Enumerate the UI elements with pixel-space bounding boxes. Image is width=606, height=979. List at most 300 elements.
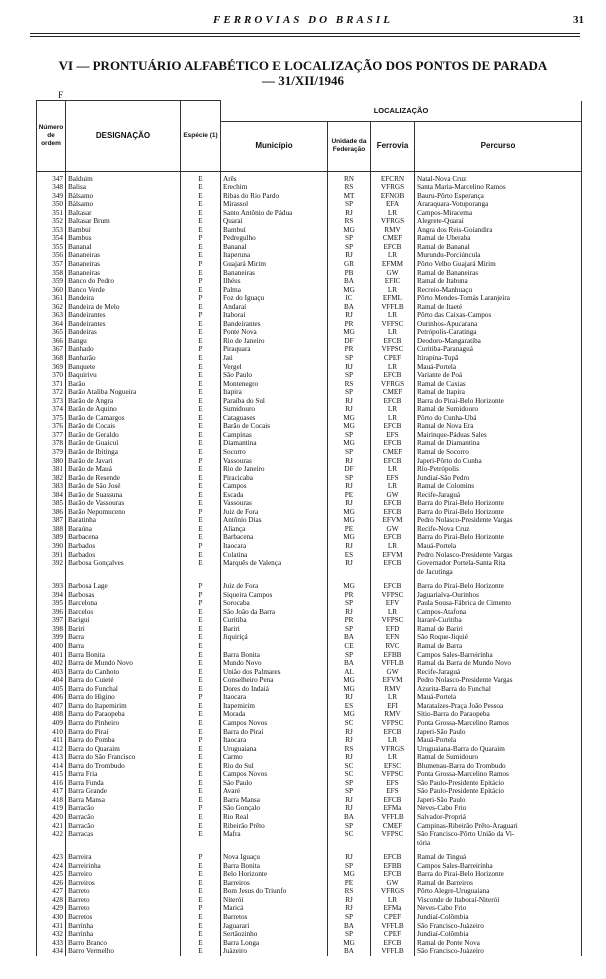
row-state: SP (328, 787, 371, 796)
row-designation: Barreira (66, 853, 181, 862)
row-route: Ponta Grossa-Marcelino Ramos (415, 719, 582, 728)
row-route: Blumenau-Barra do Trombudo (415, 762, 582, 771)
row-route: Sítio-Barra do Paraopeba (415, 710, 582, 719)
row-designation: Barra do Paraopeba (66, 710, 181, 719)
row-number: 412 (37, 745, 66, 754)
row-number: 356 (37, 251, 66, 260)
row-route: Azurita-Barra do Funchal (415, 685, 582, 694)
col-especie: Espécie (1) (181, 101, 221, 172)
table-row (37, 243, 582, 252)
row-number: 420 (37, 813, 66, 822)
row-designation: Bambus (66, 234, 181, 243)
row-designation: Barro Vermelho (66, 947, 181, 956)
row-state: SP (328, 371, 371, 380)
row-railway: VFPSC (371, 830, 415, 839)
row-route: Pôrto Alegre-Uruguaiana (415, 887, 582, 896)
table-row (37, 839, 582, 848)
row-railway: EFN (371, 633, 415, 642)
row-species: E (181, 405, 221, 414)
row-municipality: Itaboraí (221, 311, 328, 320)
table-row (37, 209, 582, 218)
row-railway: EFS (371, 474, 415, 483)
row-designation: Bananal (66, 243, 181, 252)
row-railway: EFCB (371, 870, 415, 879)
table-row (37, 659, 582, 668)
row-railway: EFCB (371, 439, 415, 448)
row-state: BA (328, 922, 371, 931)
table-row (37, 633, 582, 642)
row-number: 421 (37, 822, 66, 831)
row-municipality: Juàzeiro (221, 947, 328, 956)
print-mark: F (58, 90, 64, 100)
row-state: RS (328, 217, 371, 226)
table-row (37, 551, 582, 560)
row-route: Japeri-Pôrto do Cunha (415, 457, 582, 466)
row-species: E (181, 414, 221, 423)
table-row (37, 568, 582, 577)
row-number: 431 (37, 922, 66, 931)
row-route: Natal-Nova Cruz (415, 171, 582, 183)
row-number: 392 (37, 559, 66, 568)
row-number: 367 (37, 345, 66, 354)
table-row (37, 508, 582, 517)
row-species: E (181, 947, 221, 956)
row-state: RJ (328, 405, 371, 414)
row-species: E (181, 887, 221, 896)
row-state: SP (328, 388, 371, 397)
row-species: E (181, 209, 221, 218)
row-species: E (181, 465, 221, 474)
row-designation: Barra do Higino (66, 693, 181, 702)
table-row (37, 702, 582, 711)
row-number: 428 (37, 896, 66, 905)
row-number: 351 (37, 209, 66, 218)
row-municipality: Jaú (221, 354, 328, 363)
row-route: São Francisco-Juàzeiro (415, 922, 582, 931)
table-body (37, 171, 582, 956)
row-species: P (181, 457, 221, 466)
row-designation: Bambuí (66, 226, 181, 235)
row-designation: Barreto (66, 904, 181, 913)
row-municipality (221, 568, 328, 577)
row-designation: Barbosa Gonçalves (66, 559, 181, 568)
row-railway: LR (371, 328, 415, 337)
row-species: E (181, 862, 221, 871)
table-row (37, 642, 582, 651)
row-state: MT (328, 192, 371, 201)
row-route: tória (415, 839, 582, 848)
row-route: Itirapina-Tupã (415, 354, 582, 363)
table-row (37, 405, 582, 414)
row-number: 350 (37, 200, 66, 209)
row-municipality: Ribeirão Prêto (221, 822, 328, 831)
row-state: MG (328, 870, 371, 879)
row-number: 364 (37, 320, 66, 329)
row-railway: VFRGS (371, 183, 415, 192)
table-row (37, 397, 582, 406)
row-designation: Bandeirantes (66, 320, 181, 329)
row-municipality: Campinas (221, 431, 328, 440)
row-species: E (181, 286, 221, 295)
row-route: Jundiaí-Colômbia (415, 930, 582, 939)
row-state: RJ (328, 499, 371, 508)
row-number: 400 (37, 642, 66, 651)
row-state: IC (328, 294, 371, 303)
row-railway: RMV (371, 685, 415, 694)
row-species: E (181, 439, 221, 448)
row-number: 378 (37, 439, 66, 448)
row-designation: Barracão (66, 822, 181, 831)
row-number: 379 (37, 448, 66, 457)
row-railway: VFRGS (371, 887, 415, 896)
row-state: BA (328, 947, 371, 956)
row-railway: LR (371, 286, 415, 295)
row-number: 423 (37, 853, 66, 862)
table-row (37, 439, 582, 448)
row-number: 416 (37, 779, 66, 788)
row-municipality: Bariri (221, 625, 328, 634)
table-row (37, 234, 582, 243)
row-municipality: Ilhéus (221, 277, 328, 286)
row-municipality: Antônio Dias (221, 516, 328, 525)
row-species: E (181, 422, 221, 431)
row-designation: Barão de Guaicuí (66, 439, 181, 448)
row-species: P (181, 294, 221, 303)
row-municipality: Piracicaba (221, 474, 328, 483)
row-designation: Barão de Resende (66, 474, 181, 483)
row-species: E (181, 192, 221, 201)
row-route: Barra do Piraí-Belo Horizonte (415, 508, 582, 517)
row-state: MG (328, 226, 371, 235)
row-state: SP (328, 862, 371, 871)
row-railway (371, 839, 415, 848)
table-row (37, 896, 582, 905)
row-species: P (181, 542, 221, 551)
row-municipality: Belo Horizonte (221, 870, 328, 879)
row-state: GR (328, 260, 371, 269)
table-row (37, 676, 582, 685)
row-state: RJ (328, 209, 371, 218)
row-municipality: Rio Real (221, 813, 328, 822)
row-route: Pedro Nolasco-Presidente Vargas (415, 516, 582, 525)
row-route: Ramal de Itaeté (415, 303, 582, 312)
table-row (37, 354, 582, 363)
row-state: SP (328, 913, 371, 922)
row-municipality: Bananal (221, 243, 328, 252)
row-designation: Banco do Pedro (66, 277, 181, 286)
row-species: E (181, 171, 221, 183)
row-route: Pôrto Mendes-Tomás Laranjeira (415, 294, 582, 303)
row-railway: LR (371, 405, 415, 414)
row-route: Paula Sousa-Fábrica de Cimento (415, 599, 582, 608)
row-state: PR (328, 345, 371, 354)
table-row (37, 200, 582, 209)
row-designation: Barra do Itapemirim (66, 702, 181, 711)
row-species: E (181, 337, 221, 346)
row-route: Ramal de Tinguá (415, 853, 582, 862)
row-route: Visconde de Itaboraí-Niterói (415, 896, 582, 905)
table-row (37, 345, 582, 354)
row-state: SC (328, 770, 371, 779)
row-state: RJ (328, 896, 371, 905)
row-species: P (181, 260, 221, 269)
row-municipality: Dores do Indaiá (221, 685, 328, 694)
row-railway: EFCB (371, 939, 415, 948)
row-route: São Francisco-Pôrto União da Vi- (415, 830, 582, 839)
table-row (37, 693, 582, 702)
row-number: 395 (37, 599, 66, 608)
table-row (37, 269, 582, 278)
table-row (37, 762, 582, 771)
row-designation: Barra do Piraí (66, 728, 181, 737)
table-row (37, 939, 582, 948)
table-row (37, 685, 582, 694)
row-route: São Roque-Jiquié (415, 633, 582, 642)
row-number: 426 (37, 879, 66, 888)
table-row (37, 813, 582, 822)
table-row (37, 192, 582, 201)
row-number: 385 (37, 499, 66, 508)
row-number: 414 (37, 762, 66, 771)
row-route: Mauá-Portela (415, 363, 582, 372)
row-route: Salvador-Propriá (415, 813, 582, 822)
row-species: E (181, 642, 221, 651)
row-species: E (181, 551, 221, 560)
row-species: E (181, 796, 221, 805)
row-state: SP (328, 822, 371, 831)
row-number: 413 (37, 753, 66, 762)
row-railway: LR (371, 693, 415, 702)
row-number: 403 (37, 668, 66, 677)
row-municipality: Jaguarari (221, 922, 328, 931)
row-state: SP (328, 431, 371, 440)
row-route: Variante de Poá (415, 371, 582, 380)
row-route: Curitiba-Paranaguá (415, 345, 582, 354)
row-species: E (181, 939, 221, 948)
row-species: E (181, 668, 221, 677)
row-designation: Barra do Cuieté (66, 676, 181, 685)
row-railway: EFD (371, 625, 415, 634)
row-state: BA (328, 277, 371, 286)
row-municipality: Guajará Mirim (221, 260, 328, 269)
row-state (328, 839, 371, 848)
row-municipality: Arês (221, 171, 328, 183)
table-row (37, 616, 582, 625)
row-designation: Barreto (66, 887, 181, 896)
row-state: RJ (328, 608, 371, 617)
row-railway: LR (371, 251, 415, 260)
row-species: E (181, 913, 221, 922)
table-row (37, 804, 582, 813)
row-species: E (181, 269, 221, 278)
row-number: 398 (37, 625, 66, 634)
row-route: Petrópolis-Caratinga (415, 328, 582, 337)
row-number: 404 (37, 676, 66, 685)
row-municipality: Bandeirantes (221, 320, 328, 329)
row-state: MG (328, 508, 371, 517)
row-route: Bauru-Pôrto Esperança (415, 192, 582, 201)
row-number: 396 (37, 608, 66, 617)
row-number: 394 (37, 591, 66, 600)
row-municipality: Siqueira Campos (221, 591, 328, 600)
row-designation: Banharão (66, 354, 181, 363)
row-designation: Baratinha (66, 516, 181, 525)
row-route: Ramal de Caxias (415, 380, 582, 389)
row-species: E (181, 813, 221, 822)
table-row (37, 363, 582, 372)
table-row (37, 294, 582, 303)
table-row (37, 311, 582, 320)
row-route: Ramal de Barra (415, 642, 582, 651)
row-number: 359 (37, 277, 66, 286)
row-species: P (181, 582, 221, 591)
row-municipality: Sorocaba (221, 599, 328, 608)
row-species: E (181, 491, 221, 500)
row-municipality: Montenegro (221, 380, 328, 389)
row-state: MG (328, 685, 371, 694)
row-municipality: Morada (221, 710, 328, 719)
row-route: Jundiaí-Colômbia (415, 913, 582, 922)
row-state: RJ (328, 728, 371, 737)
row-railway: VFFSC (371, 320, 415, 329)
row-species: E (181, 616, 221, 625)
row-municipality: Niterói (221, 896, 328, 905)
row-railway: GW (371, 491, 415, 500)
row-route: Jaguariaíva-Ourinhos (415, 591, 582, 600)
row-state: RJ (328, 736, 371, 745)
row-number: 373 (37, 397, 66, 406)
row-state: SP (328, 243, 371, 252)
row-state: MG (328, 414, 371, 423)
row-number: 348 (37, 183, 66, 192)
row-designation: Barão de Vassouras (66, 499, 181, 508)
row-number: 372 (37, 388, 66, 397)
row-railway: EFS (371, 431, 415, 440)
row-designation: Barra do Trombudo (66, 762, 181, 771)
row-state: RJ (328, 542, 371, 551)
row-municipality: Socorro (221, 448, 328, 457)
row-railway: VFRGS (371, 380, 415, 389)
row-designation: Barra de Mundo Novo (66, 659, 181, 668)
row-designation: Barro Branco (66, 939, 181, 948)
row-railway: EFI (371, 702, 415, 711)
row-species: E (181, 499, 221, 508)
row-species: E (181, 516, 221, 525)
row-route: Alegrete-Quaraí (415, 217, 582, 226)
row-railway: CPEF (371, 930, 415, 939)
row-species: P (181, 345, 221, 354)
row-route: Ramal de Sumidouro (415, 753, 582, 762)
row-route: Campos-Atafona (415, 608, 582, 617)
row-route: Jundiaí-São Pedro (415, 474, 582, 483)
row-state: MG (328, 516, 371, 525)
row-route: Ramal de Itabuna (415, 277, 582, 286)
row-state: PB (328, 269, 371, 278)
row-designation: Baraúna (66, 525, 181, 534)
row-designation: Barão de Geraldo (66, 431, 181, 440)
row-route: Ramal de Socorro (415, 448, 582, 457)
row-state: PR (328, 616, 371, 625)
row-number: 434 (37, 947, 66, 956)
row-state: MG (328, 676, 371, 685)
row-municipality: São Gonçalo (221, 804, 328, 813)
row-number: 415 (37, 770, 66, 779)
row-number: 397 (37, 616, 66, 625)
row-species: E (181, 685, 221, 694)
row-species: E (181, 870, 221, 879)
row-species: P (181, 311, 221, 320)
row-designation: Bangu (66, 337, 181, 346)
row-municipality: Avaré (221, 787, 328, 796)
row-species: E (181, 710, 221, 719)
row-species: E (181, 719, 221, 728)
row-number: 418 (37, 796, 66, 805)
table-row (37, 217, 582, 226)
row-railway: LR (371, 311, 415, 320)
row-railway: LR (371, 363, 415, 372)
row-route: Ramal de Bariri (415, 625, 582, 634)
table-row (37, 830, 582, 839)
table-row (37, 922, 582, 931)
col-designacao: DESIGNAÇÃO (66, 101, 181, 172)
row-railway: EFCB (371, 582, 415, 591)
row-species: E (181, 753, 221, 762)
row-railway: EFCB (371, 457, 415, 466)
row-state: BA (328, 633, 371, 642)
row-route: Governador Portela-Santa Rita (415, 559, 582, 568)
row-number: 347 (37, 171, 66, 183)
row-route: Mairinque-Páduas Sales (415, 431, 582, 440)
table-row (37, 710, 582, 719)
row-railway: VFPSC (371, 345, 415, 354)
row-state: SC (328, 830, 371, 839)
row-species: E (181, 183, 221, 192)
row-railway: VFFLB (371, 659, 415, 668)
row-number: 361 (37, 294, 66, 303)
row-railway: EFA (371, 200, 415, 209)
table-row (37, 591, 582, 600)
row-species: E (181, 787, 221, 796)
row-route: Recife-Nova Cruz (415, 525, 582, 534)
table-row (37, 719, 582, 728)
row-route: Rio-Petrópolis (415, 465, 582, 474)
row-state: RJ (328, 853, 371, 862)
row-state: SP (328, 930, 371, 939)
table-row (37, 668, 582, 677)
row-species: E (181, 303, 221, 312)
row-number: 393 (37, 582, 66, 591)
row-number: 377 (37, 431, 66, 440)
row-railway: EFCB (371, 397, 415, 406)
row-route: Ramal de Sumidouro (415, 405, 582, 414)
row-species: E (181, 533, 221, 542)
row-number: 399 (37, 633, 66, 642)
row-municipality: Rio do Sul (221, 762, 328, 771)
table-row (37, 753, 582, 762)
page-number: 31 (573, 14, 584, 26)
row-municipality: Piraquara (221, 345, 328, 354)
row-railway: LR (371, 209, 415, 218)
row-route: Campos Sales-Barreirinha (415, 651, 582, 660)
running-title: FERROVIAS DO BRASIL (213, 14, 393, 26)
row-species: E (181, 676, 221, 685)
row-route: Barra do Piraí-Belo Horizonte (415, 870, 582, 879)
row-species: E (181, 651, 221, 660)
row-species: E (181, 879, 221, 888)
table-row (37, 728, 582, 737)
row-number: 422 (37, 830, 66, 839)
row-municipality: São Paulo (221, 779, 328, 788)
